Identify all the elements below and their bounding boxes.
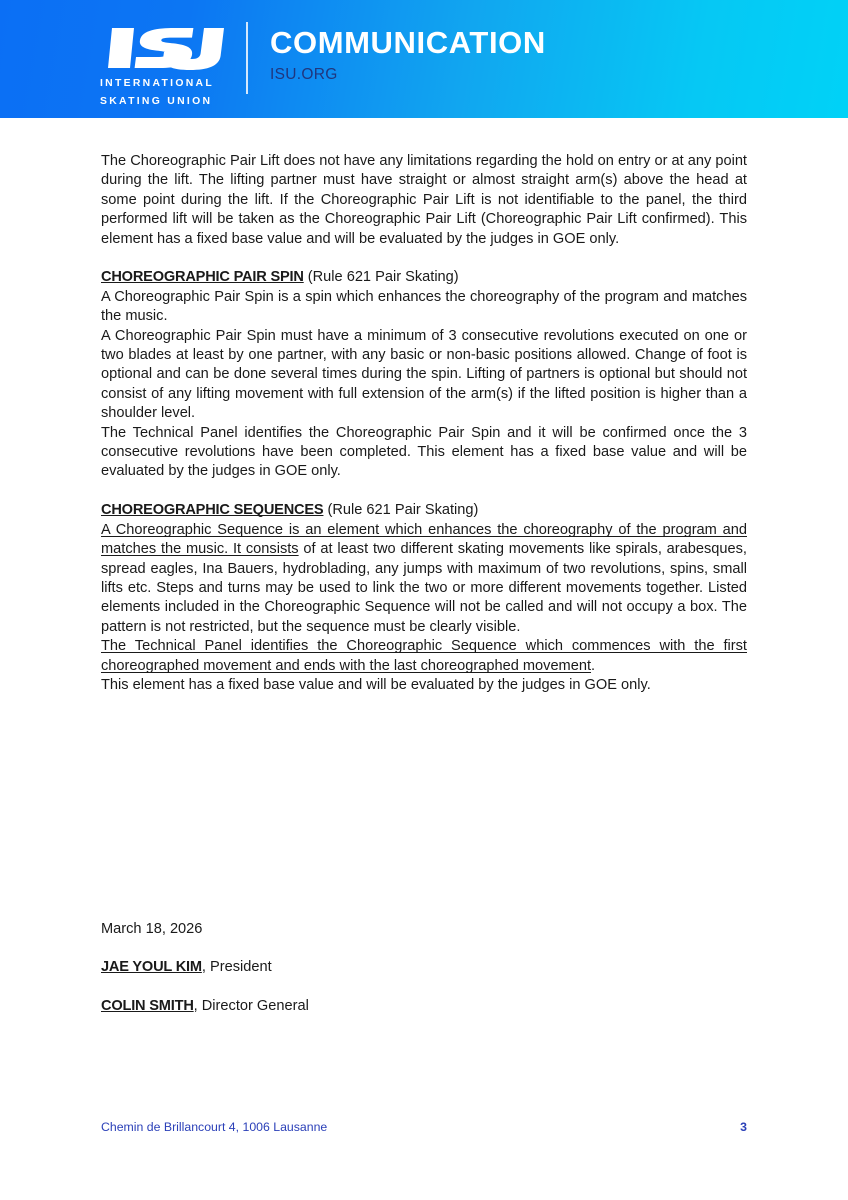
section-heading-rule: (Rule 621 Pair Skating) — [323, 502, 479, 519]
president-title: , President — [201, 959, 272, 976]
spin-paragraph-1: A Choreographic Pair Spin is a spin which enhances the choreography of the program and matches the music. — [101, 288, 747, 325]
isu-logo — [100, 22, 228, 108]
header-divider — [246, 22, 248, 94]
intro-paragraph: The Choreographic Pair Lift does not have any limitations regarding the hold on entry or at any point during the lift. The lifting partner must have straight or almost straight arm(s) above the head at some point during the lift. If the Choreographic Pair Lift is not identifiable to the panel, the third performed lift will be taken as the Choreographic Pair Lift (Choreographic Pair Lift confirmed). This element has a fixed base value and will be evaluated by the judges in GOE only. — [101, 153, 747, 247]
sequences-paragraph-1 — [101, 521, 747, 637]
sequences-paragraph-3: This element has a fixed base value and will be evaluated by the judges in GOE only. — [101, 676, 651, 693]
section-heading-choreographic-pair-spin — [101, 268, 747, 287]
sequences-paragraph-2 — [101, 637, 747, 676]
isu-wordmark-icon — [100, 24, 228, 72]
sequences-paragraph-2-underlined: The Technical Panel identifies the Choreographic Sequence which commences with the first choreographed movement and ends with the last choreographed movement — [101, 638, 747, 674]
section-heading-rule: (Rule 621 Pair Skating) — [303, 269, 459, 286]
footer-page-number: 3 — [740, 1120, 747, 1134]
document-body — [101, 152, 747, 695]
signature-block — [101, 920, 747, 1035]
director-title: , Director General — [193, 997, 309, 1014]
section-heading-name: CHOREOGRAPHIC SEQUENCES — [101, 502, 324, 519]
section-heading-name: CHOREOGRAPHIC PAIR SPIN — [101, 269, 304, 286]
footer-address: Chemin de Brillancourt 4, 1006 Lausanne — [101, 1120, 328, 1134]
spacer — [101, 249, 747, 268]
header-lockup — [100, 22, 546, 108]
section-heading-choreographic-sequences — [101, 501, 747, 520]
signature-president — [101, 958, 747, 977]
document-subtitle-url: ISU.ORG — [270, 66, 338, 83]
isu-logo-subtitle-line2: SKATING UNION — [100, 96, 213, 107]
header-title-block — [270, 22, 546, 84]
sequences-paragraph-1-rest: of at least two different skating movements like spirals, arabesques, spread eagles, Ina Bauers, hydroblading, any jumps with maximum of two revolutions, spins, small lifts etc. Steps and turns may be used to link the two or more different movements together. Listed elements included in the Choreographic Sequence will not be called and will not occupy a box. The pattern is not restricted, but the sequence must be clearly visible. — [101, 541, 747, 635]
sequences-paragraph-2-rest: . — [591, 657, 596, 674]
sequences-paragraph-1-underlined: A Choreographic Sequence is an element which enhances the choreography of the program and matches the music. It consists — [101, 521, 747, 558]
document-title: COMMUNICATION — [270, 25, 546, 60]
president-name: JAE YOUL KIM — [101, 959, 202, 976]
director-name: COLIN SMITH — [101, 997, 194, 1014]
page-header-banner — [0, 0, 848, 118]
page-footer — [101, 1119, 747, 1135]
spin-paragraph-2: A Choreographic Pair Spin must have a minimum of 3 consecutive revolutions executed on one or two blades at least by one partner, with any basic or non-basic positions allowed. Change of foot is optional and can be done several times during the spin. Lifting of partners is optional but should not consist of any lifting movement with full extension of the arm(s) if the lifted position is higher than a shoulder level. — [101, 327, 747, 422]
spacer — [101, 482, 747, 501]
isu-logo-subtitle-line1: INTERNATIONAL — [100, 78, 214, 89]
signature-date: March 18, 2026 — [101, 921, 203, 937]
spin-paragraph-3: The Technical Panel identifies the Choreographic Pair Spin and it will be confirmed once the 3 consecutive revolutions have been completed. This element has a fixed base value and will be evaluated by the judges in GOE only. — [101, 424, 747, 480]
signature-director — [101, 997, 747, 1016]
